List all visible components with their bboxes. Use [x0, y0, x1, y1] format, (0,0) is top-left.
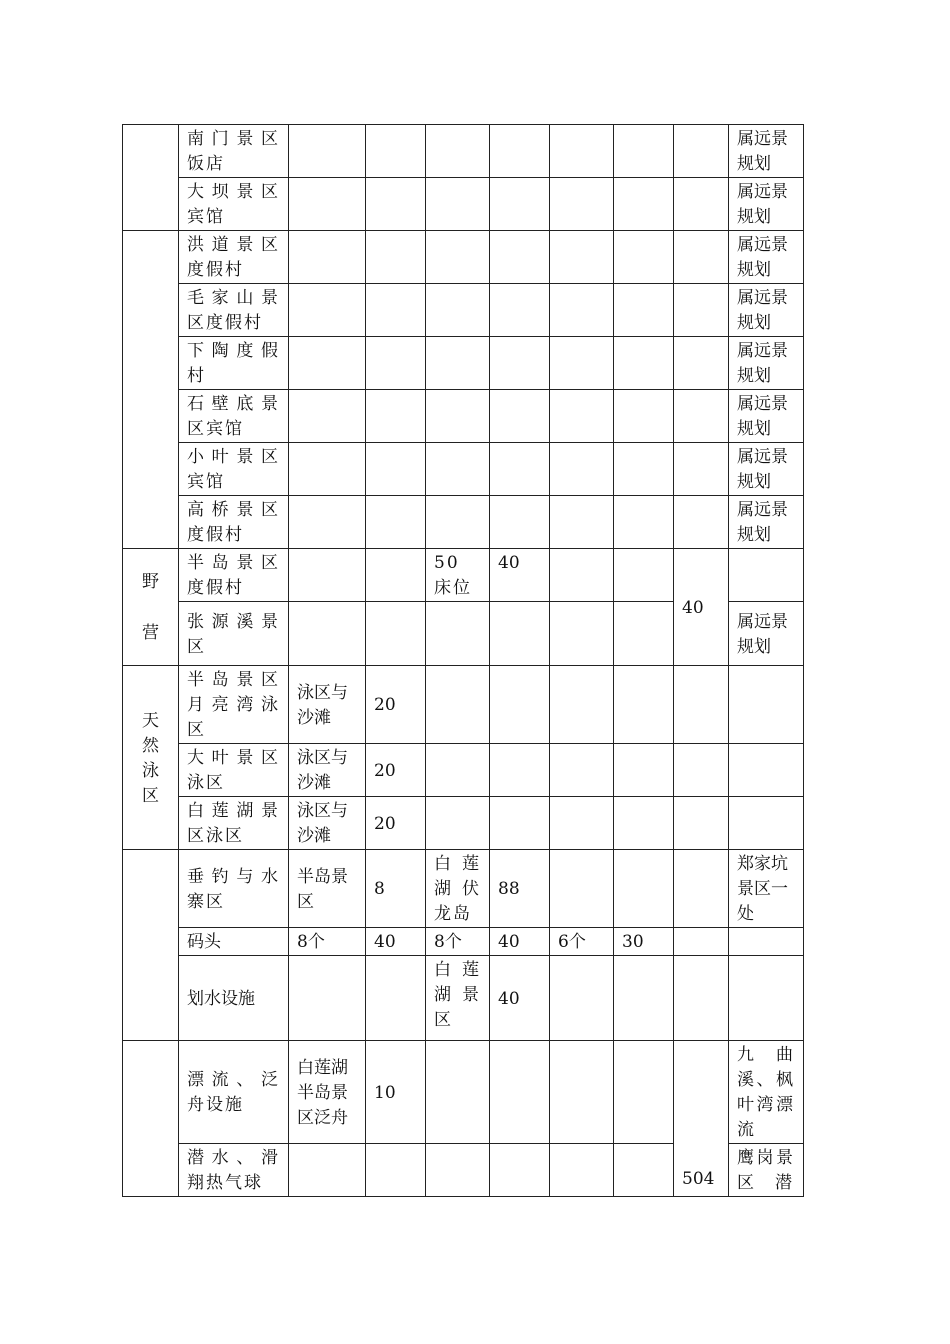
value-cell: 6个 — [550, 928, 614, 956]
value-cell: 泳区与沙滩 — [289, 744, 366, 797]
facility-table — [122, 124, 804, 1197]
value-cell: 白莲湖半岛景区泛舟 — [289, 1041, 366, 1144]
category-cell — [123, 549, 179, 666]
remark-cell: 鹰岗景区 潜 — [729, 1144, 804, 1197]
table-row — [123, 337, 804, 390]
facility-name: 张源溪景区 — [179, 602, 289, 666]
category-label: 营 — [142, 623, 159, 643]
category-cell — [123, 666, 179, 850]
value-cell: 504 — [674, 1041, 729, 1197]
value-cell: 白莲湖伏龙岛 — [426, 850, 490, 928]
facility-name: 下陶度假村 — [179, 337, 289, 390]
category-cell — [123, 231, 179, 549]
facility-name: 半岛景区度假村 — [179, 549, 289, 602]
table-row — [123, 443, 804, 496]
facility-name: 漂流、泛舟设施 — [179, 1041, 289, 1144]
value-cell: 40 — [490, 928, 550, 956]
value-cell: 50 床位 — [426, 549, 490, 602]
table-row — [123, 1041, 804, 1144]
table-row — [123, 125, 804, 178]
facility-name: 半岛景区月亮湾泳区 — [179, 666, 289, 744]
remark-cell: 属远景规划 — [729, 496, 804, 549]
table-row — [123, 928, 804, 956]
value-cell: 泳区与沙滩 — [289, 666, 366, 744]
table-row — [123, 178, 804, 231]
remark-cell: 属远景规划 — [729, 178, 804, 231]
remark-cell: 属远景规划 — [729, 337, 804, 390]
facility-name: 大坝景区宾馆 — [179, 178, 289, 231]
value-cell: 8个 — [426, 928, 490, 956]
facility-name: 白莲湖景区泳区 — [179, 797, 289, 850]
remark-cell: 属远景规划 — [729, 390, 804, 443]
category-label: 野 — [142, 572, 159, 592]
remark-cell: 属远景规划 — [729, 231, 804, 284]
value-cell: 40 — [490, 956, 550, 1041]
facility-name: 南门景区饭店 — [179, 125, 289, 178]
remark-cell: 郑家坑景区一处 — [729, 850, 804, 928]
remark-cell: 属远景规划 — [729, 443, 804, 496]
category-label: 天然泳区 — [142, 710, 159, 806]
table-row — [123, 231, 804, 284]
facility-name: 石壁底景区宾馆 — [179, 390, 289, 443]
facility-name: 洪道景区度假村 — [179, 231, 289, 284]
value-cell: 40 — [490, 549, 550, 602]
category-cell — [123, 850, 179, 1041]
value-cell: 白莲湖景区 — [426, 956, 490, 1041]
table-row — [123, 284, 804, 337]
value-cell: 10 — [366, 1041, 426, 1144]
category-cell — [123, 1041, 179, 1197]
value-cell: 20 — [366, 744, 426, 797]
table-row — [123, 956, 804, 1041]
value-cell: 20 — [366, 666, 426, 744]
remark-cell: 属远景规划 — [729, 284, 804, 337]
facility-name: 高桥景区度假村 — [179, 496, 289, 549]
facility-name: 垂钓与水寨区 — [179, 850, 289, 928]
value-cell: 88 — [490, 850, 550, 928]
value-cell: 半岛景区 — [289, 850, 366, 928]
value-cell: 30 — [614, 928, 674, 956]
table-row — [123, 850, 804, 928]
facility-name: 大叶景区泳区 — [179, 744, 289, 797]
remark-cell: 属远景规划 — [729, 602, 804, 666]
table-row — [123, 496, 804, 549]
table-row — [123, 390, 804, 443]
category-cell — [123, 125, 179, 231]
table-row — [123, 666, 804, 744]
facility-name: 毛家山景区度假村 — [179, 284, 289, 337]
facility-name: 潜水、滑翔热气球 — [179, 1144, 289, 1197]
facility-name: 码头 — [179, 928, 289, 956]
value-cell: 8 — [366, 850, 426, 928]
value-cell: 40 — [366, 928, 426, 956]
remark-cell: 属远景规划 — [729, 125, 804, 178]
remark-cell: 九 曲溪、枫叶湾漂流 — [729, 1041, 804, 1144]
value-cell: 8个 — [289, 928, 366, 956]
value-cell: 20 — [366, 797, 426, 850]
table-row — [123, 744, 804, 797]
facility-name: 划水设施 — [179, 956, 289, 1041]
table-row — [123, 549, 804, 602]
value-cell: 40 — [674, 549, 729, 666]
value-cell: 泳区与沙滩 — [289, 797, 366, 850]
table-row — [123, 797, 804, 850]
facility-name: 小叶景区宾馆 — [179, 443, 289, 496]
